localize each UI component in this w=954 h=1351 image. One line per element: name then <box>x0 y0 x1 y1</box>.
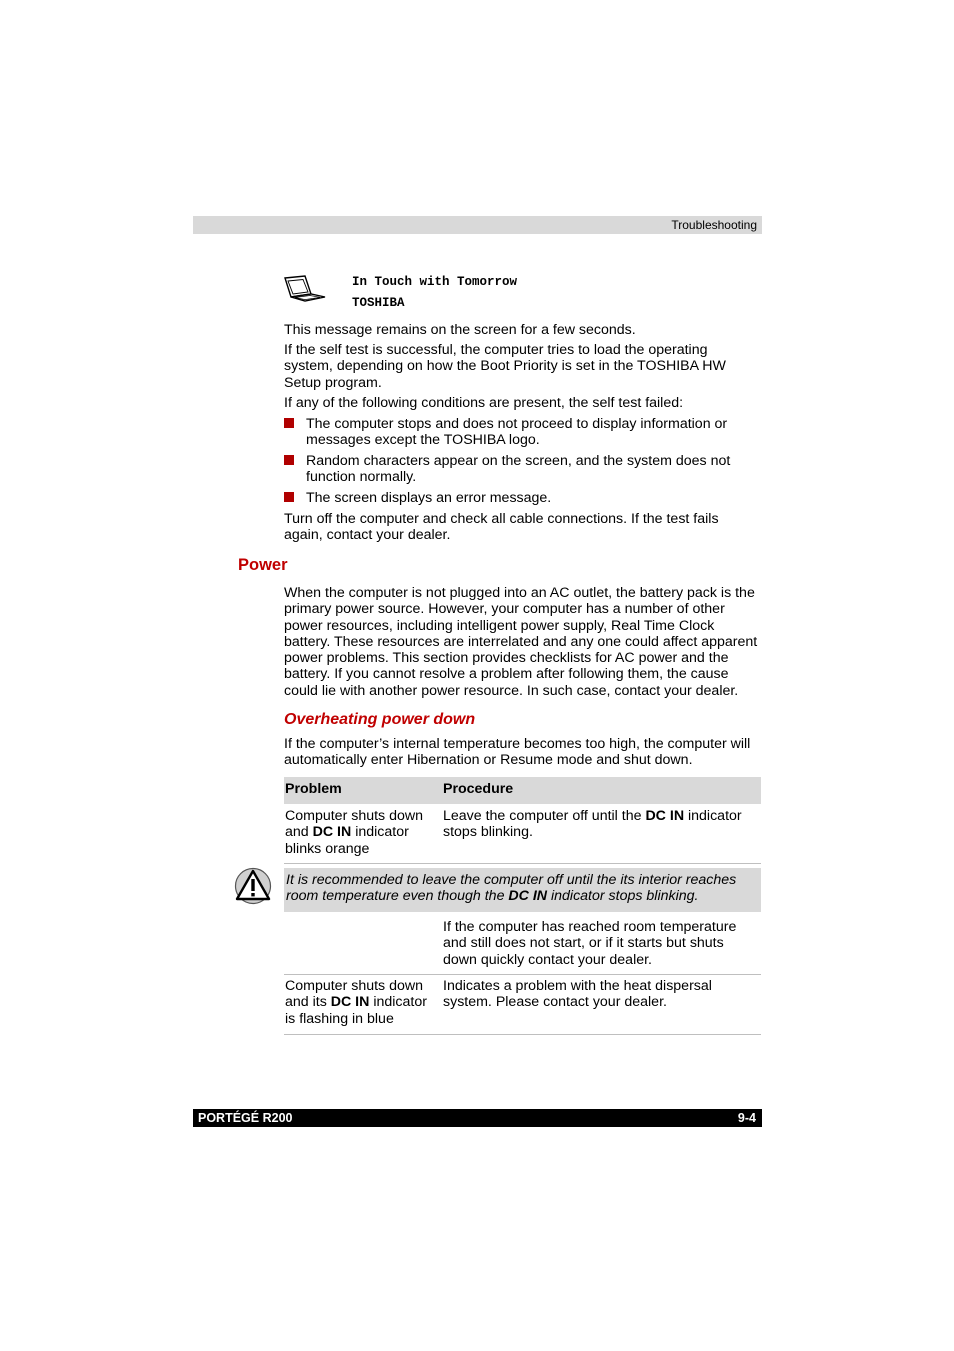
table-row-1-procedure: Leave the computer off until the DC IN indicator stops blinking. <box>443 808 742 841</box>
boot-message-line-2: TOSHIBA <box>352 296 405 310</box>
table-row-2-procedure: Indicates a problem with the heat dispersal system. Please contact your dealer. <box>443 978 712 1011</box>
column-header-problem: Problem <box>285 781 342 797</box>
table-divider <box>284 863 761 864</box>
section-heading-power: Power <box>238 556 288 574</box>
power-paragraph: When the computer is not plugged into an AC outlet, the battery pack is the primary power source. However, your computer has a number of other power resources, including intelligent power supply, Real Time Clock battery. These resources are interrelated and any one could affect apparent power problems. This section provides checklists for AC power and the battery. If you cannot resolve a problem after following them, the cause could lie with another power resource. In such case, contact your dealer. <box>284 585 758 699</box>
intro-paragraph-2: If the self test is successful, the computer tries to load the operating system, depending on how the Boot Priority is set in the TOSHIBA HW Setup program. <box>284 342 726 391</box>
intro-paragraph-4: Turn off the computer and check all cable connections. If the test fails again, contact your dealer. <box>284 511 719 544</box>
intro-paragraph-1: This message remains on the screen for a few seconds. <box>284 322 636 338</box>
running-footer <box>193 1109 762 1127</box>
running-header <box>193 216 762 234</box>
header-section-title: Troubleshooting <box>671 218 757 232</box>
bullet-square-icon <box>284 455 294 465</box>
table-row-2-problem: Computer shuts down and its DC IN indicator is flashing in blue <box>285 978 427 1027</box>
table-divider <box>284 974 761 975</box>
footer-page-number: 9-4 <box>737 1111 756 1125</box>
bullet-square-icon <box>284 418 294 428</box>
bullet-square-icon <box>284 492 294 502</box>
overheating-paragraph: If the computer’s internal temperature becomes too high, the computer will automatically enter Hibernation or Resume mode and shut down. <box>284 736 751 769</box>
caution-icon <box>234 867 272 905</box>
footer-model-name: PORTÉGÉ R200 <box>198 1111 293 1125</box>
table-divider <box>284 1034 761 1035</box>
caution-note-text: It is recommended to leave the computer off until the its interior reaches room temperature even though the DC IN indicator stops blinking. <box>286 872 737 905</box>
column-header-procedure: Procedure <box>443 781 514 797</box>
laptop-icon <box>283 275 327 303</box>
table-row-1-procedure-continued: If the computer has reached room temperature and still does not start, or if it starts but shuts down quickly contact your dealer. <box>443 919 737 968</box>
caution-note <box>284 868 761 912</box>
table-header <box>284 777 761 804</box>
table-row-1-problem: Computer shuts down and DC IN indicator blinks orange <box>285 808 424 857</box>
intro-paragraph-3: If any of the following conditions are present, the self test failed: <box>284 395 684 411</box>
subsection-heading-overheating: Overheating power down <box>284 711 476 728</box>
boot-message-line-1: In Touch with Tomorrow <box>352 275 518 289</box>
